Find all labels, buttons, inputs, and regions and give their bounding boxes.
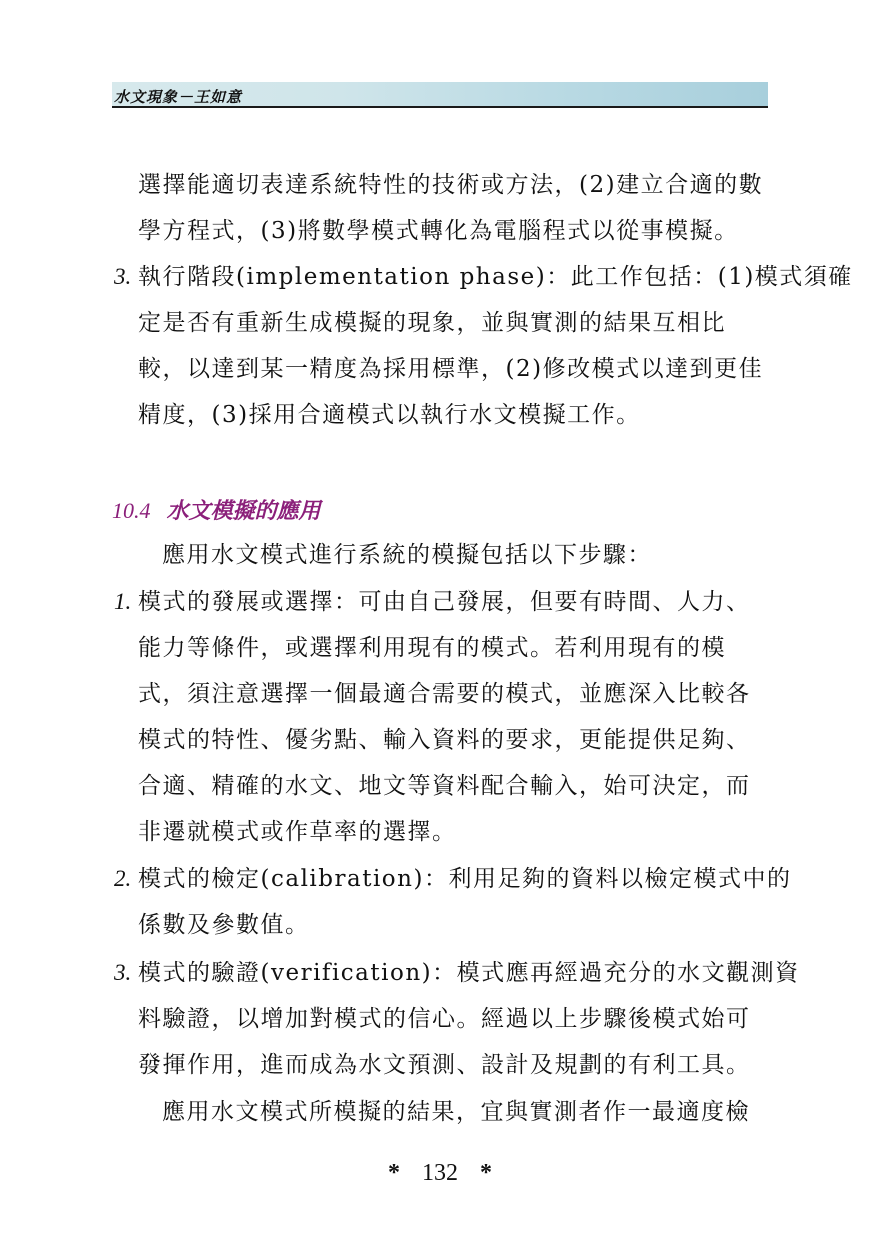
text-line: 模式的檢定(calibration)：利用足夠的資料以檢定模式中的 [138,866,792,892]
footer-star-left: * [388,1160,400,1186]
text-line: 合適、精確的水文、地文等資料配合輸入，始可決定，而 [138,773,751,799]
text-line: 精度，(3)採用合適模式以執行水文模擬工作。 [138,402,641,428]
text-line: 非遷就模式或作草率的選擇。 [138,819,457,845]
text-line: 應用水文模式所模擬的結果，宜與實測者作一最適度檢 [162,1099,750,1125]
text-line: 模式的特性、優劣點、輸入資料的要求，更能提供足夠、 [138,727,751,753]
list-number: 3. [114,960,132,985]
text-line: 執行階段(implementation phase)：此工作包括：(1)模式須確 [138,264,853,290]
footer-star-right: * [480,1160,492,1186]
text-line: 學方程式，(3)將數學模式轉化為電腦程式以從事模擬。 [138,218,739,244]
text-line: 模式的驗證(verification)：模式應再經過充分的水文觀測資 [138,960,800,986]
list-number: 1. [114,589,132,614]
section-number: 10.4 [112,498,151,523]
text-line: 發揮作用，進而成為水文預測、設計及規劃的有利工具。 [138,1052,751,1078]
text-line: 模式的發展或選擇：可由自己發展，但要有時間、人力、 [138,589,751,615]
text-line: 式，須注意選擇一個最適合需要的模式，並應深入比較各 [138,681,751,707]
page-footer [0,1160,880,1187]
intro-line: 應用水文模式進行系統的模擬包括以下步驟： [162,542,652,568]
text-line: 係數及參數值。 [138,912,310,938]
text-line: 定是否有重新生成模擬的現象，並與實測的結果互相比 [138,310,726,336]
text-line: 較，以達到某一精度為採用標準，(2)修改模式以達到更佳 [138,356,764,382]
running-title: 水文現象－王如意 [114,88,243,106]
page-number: 132 [422,1160,458,1186]
list-number: 2. [114,866,132,891]
section-heading [112,494,321,525]
text-line: 能力等條件，或選擇利用現有的模式。若利用現有的模 [138,635,726,661]
section-title: 水文模擬的應用 [166,499,321,524]
text-line: 料驗證，以增加對模式的信心。經過以上步驟後模式始可 [138,1006,751,1032]
text-line: 選擇能適切表達系統特性的技術或方法，(2)建立合適的數 [138,172,764,198]
list-number: 3. [114,264,132,289]
